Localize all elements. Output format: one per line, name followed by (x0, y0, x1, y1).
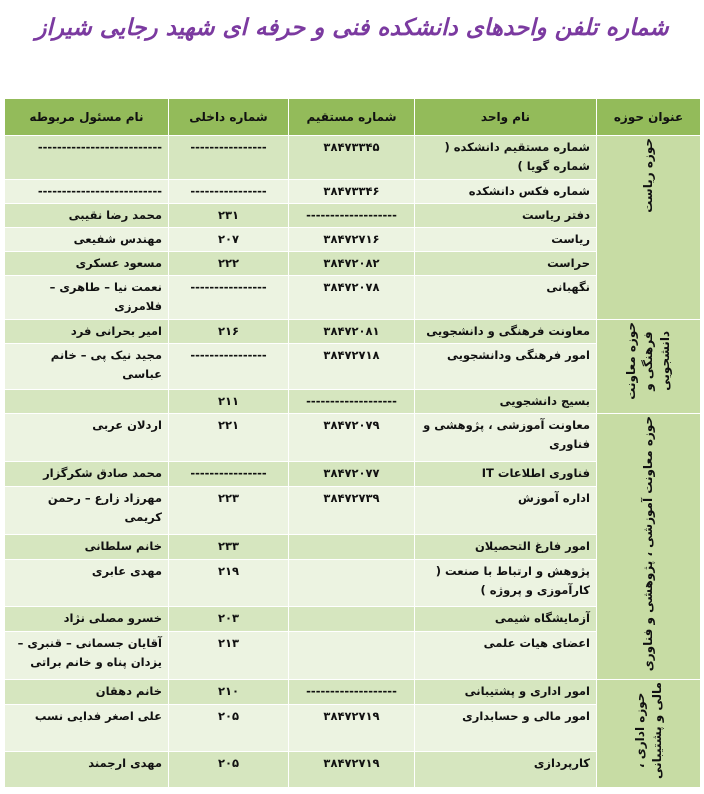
unit-name: ریاست (415, 228, 597, 252)
table-row (5, 534, 701, 559)
person-name: خسرو مصلی نژاد (5, 607, 169, 632)
table-row (5, 136, 701, 180)
zone-cell-academic: حوزه معاونت آموزشی ، پژوهشی و فناوری (597, 414, 701, 680)
internal-number: ۲۰۵ (169, 704, 289, 751)
table-row (5, 704, 701, 751)
zone-cell-presidency: حوزه ریاست (597, 136, 701, 320)
direct-number (289, 534, 415, 559)
direct-number: ------------------- (289, 390, 415, 414)
person-name: علی اصغر فدایی نسب (5, 704, 169, 751)
person-name: مهندس شفیعی (5, 228, 169, 252)
person-name: -------------------------- (5, 180, 169, 204)
unit-name: پژوهش و ارتباط با صنعت ( کارآموزی و پروژه ) (415, 559, 597, 607)
person-name: خانم دهقان (5, 680, 169, 704)
table-row (5, 276, 701, 320)
table-row (5, 751, 701, 788)
internal-number: ۲۲۱ (169, 414, 289, 462)
page-title: شماره تلفن واحدهای دانشکده فنی و حرفه ای شهید رجایی شیراز (35, 14, 669, 41)
direct-number: ۳۸۴۷۲۷۱۹ (289, 751, 415, 788)
direct-number: ۳۸۴۷۲۰۸۲ (289, 252, 415, 276)
internal-number: ۲۲۲ (169, 252, 289, 276)
unit-name: شماره فکس دانشکده (415, 180, 597, 204)
table-row (5, 180, 701, 204)
internal-number: ۲۰۵ (169, 751, 289, 788)
person-name: محمد صادق شکرگزار (5, 461, 169, 486)
unit-name: اعضای هیات علمی (415, 632, 597, 680)
internal-number: ---------------- (169, 344, 289, 390)
internal-number: ---------------- (169, 276, 289, 320)
person-name: امیر بحرانی فرد (5, 320, 169, 344)
table-row (5, 559, 701, 607)
table-row (5, 461, 701, 486)
direct-number (289, 632, 415, 680)
internal-number: ۲۱۱ (169, 390, 289, 414)
internal-number: ۲۱۳ (169, 632, 289, 680)
direct-number: ۳۸۴۷۲۰۷۹ (289, 414, 415, 462)
direct-number: ------------------- (289, 204, 415, 228)
table-row (5, 204, 701, 228)
unit-name: نگهبانی (415, 276, 597, 320)
internal-number: ۲۱۰ (169, 680, 289, 704)
person-name: آقایان جسمانی – قنبری – یزدان پناه و خانم براتی (5, 632, 169, 680)
unit-name: آزمایشگاه شیمی (415, 607, 597, 632)
direct-number (289, 559, 415, 607)
unit-name: اداره آموزش (415, 486, 597, 534)
person-name: مسعود عسکری (5, 252, 169, 276)
unit-name: کارپردازی (415, 751, 597, 788)
zone-cell-admin: حوزه اداری ، مالی و پشتیبانی (597, 680, 701, 788)
table-row (5, 320, 701, 344)
table-row (5, 252, 701, 276)
unit-name: امور اداری و پشتیبانی (415, 680, 597, 704)
phone-directory-table (4, 98, 701, 788)
direct-number: ۳۸۴۷۲۷۱۹ (289, 704, 415, 751)
direct-number: ------------------- (289, 680, 415, 704)
table-row (5, 414, 701, 462)
unit-name: شماره مستقیم دانشکده ( شماره گویا ) (415, 136, 597, 180)
zone-cell-cultural: حوزه معاونت فرهنگی و دانشجویی (597, 320, 701, 414)
unit-name: امور فارغ التحصیلان (415, 534, 597, 559)
header-direct: شماره مستقیم (289, 99, 415, 136)
internal-number: ---------------- (169, 136, 289, 180)
unit-name: دفتر ریاست (415, 204, 597, 228)
header-unit: نام واحد (415, 99, 597, 136)
table-row (5, 632, 701, 680)
direct-number: ۳۸۴۷۲۰۷۸ (289, 276, 415, 320)
table-row (5, 344, 701, 390)
direct-number: ۳۸۴۷۲۷۱۸ (289, 344, 415, 390)
table-row (5, 680, 701, 704)
person-name: مجید نیک پی – خانم عباسی (5, 344, 169, 390)
unit-name: حراست (415, 252, 597, 276)
internal-number: ۲۳۳ (169, 534, 289, 559)
person-name: مهرزاد زارع – رحمن کریمی (5, 486, 169, 534)
person-name: مهدی ارجمند (5, 751, 169, 788)
internal-number: ---------------- (169, 180, 289, 204)
internal-number: ۲۱۶ (169, 320, 289, 344)
header-zone: عنوان حوزه (597, 99, 701, 136)
table-row (5, 607, 701, 632)
internal-number: ۲۰۳ (169, 607, 289, 632)
unit-name: معاونت فرهنگی و دانشجویی (415, 320, 597, 344)
internal-number: ---------------- (169, 461, 289, 486)
header-person: نام مسئول مربوطه (5, 99, 169, 136)
person-name: محمد رضا نقیبی (5, 204, 169, 228)
unit-name: بسیج دانشجویی (415, 390, 597, 414)
direct-number: ۳۸۴۷۳۳۴۵ (289, 136, 415, 180)
person-name: خانم سلطانی (5, 534, 169, 559)
person-name (5, 390, 169, 414)
direct-number: ۳۸۴۷۲۷۱۶ (289, 228, 415, 252)
direct-number: ۳۸۴۷۲۷۳۹ (289, 486, 415, 534)
internal-number: ۲۳۱ (169, 204, 289, 228)
person-name: مهدی عابری (5, 559, 169, 607)
internal-number: ۲۰۷ (169, 228, 289, 252)
table-row (5, 228, 701, 252)
person-name: نعمت نیا – طاهری – فلامرزی (5, 276, 169, 320)
table-row (5, 486, 701, 534)
direct-number: ۳۸۴۷۲۰۷۷ (289, 461, 415, 486)
unit-name: معاونت آموزشی ، پژوهشی و فناوری (415, 414, 597, 462)
unit-name: امور فرهنگی ودانشجویی (415, 344, 597, 390)
table-header-row (5, 99, 701, 136)
person-name: -------------------------- (5, 136, 169, 180)
table-row (5, 390, 701, 414)
unit-name: فناوری اطلاعات IT (415, 461, 597, 486)
direct-number: ۳۸۴۷۲۰۸۱ (289, 320, 415, 344)
person-name: اردلان عربی (5, 414, 169, 462)
internal-number: ۲۲۳ (169, 486, 289, 534)
internal-number: ۲۱۹ (169, 559, 289, 607)
unit-name: امور مالی و حسابداری (415, 704, 597, 751)
header-internal: شماره داخلی (169, 99, 289, 136)
direct-number: ۳۸۴۷۳۳۴۶ (289, 180, 415, 204)
direct-number (289, 607, 415, 632)
